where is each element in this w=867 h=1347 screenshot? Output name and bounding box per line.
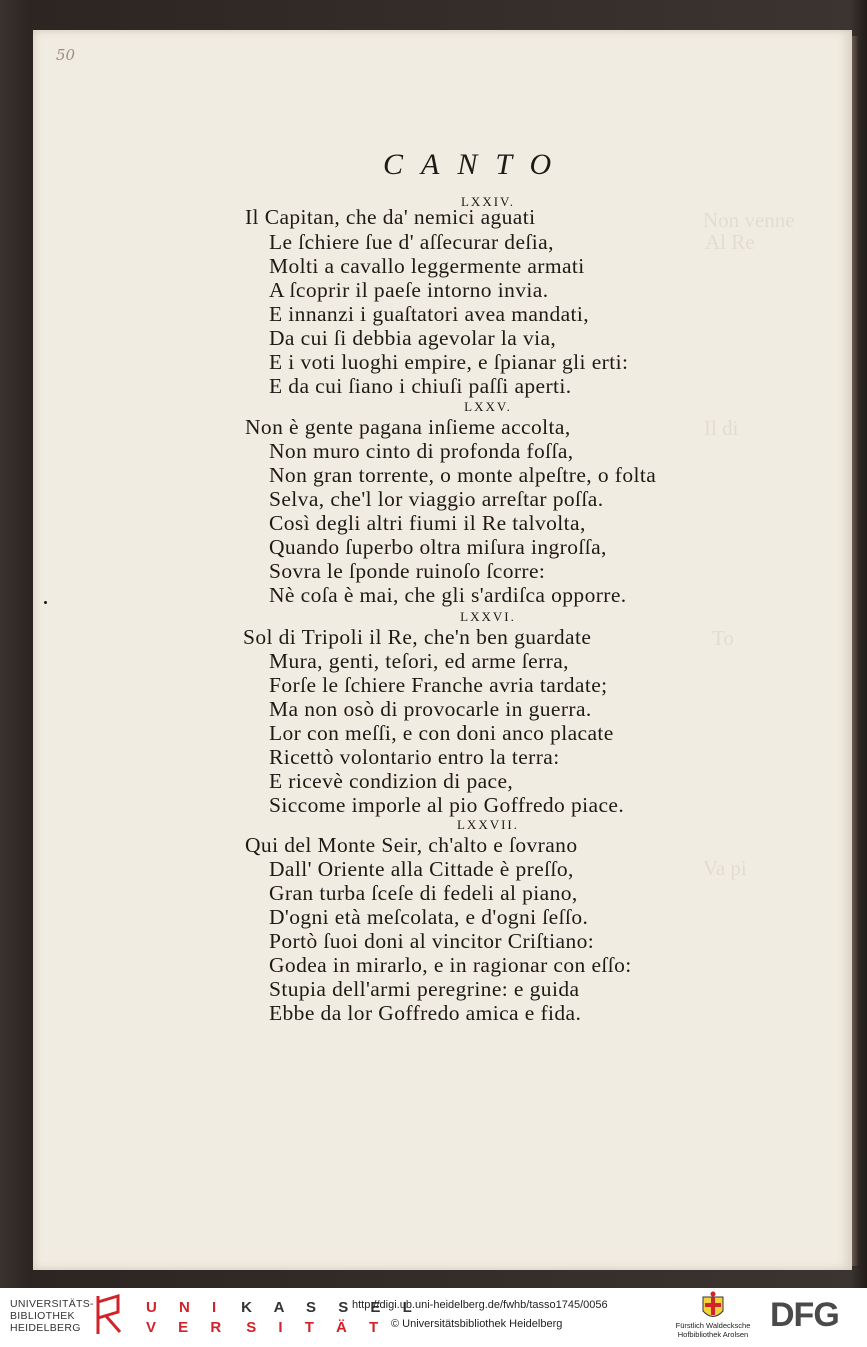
verse-line: Così degli altri fiumi il Re talvolta,: [269, 511, 586, 535]
verse-line: Non gran torrente, o monte alpeſtre, o folta: [269, 463, 657, 487]
ub-logo-line: BIBLIOTHEK: [10, 1310, 75, 1322]
verse-line: Qui del Monte Seir, ch'alto e ſovrano: [245, 833, 578, 857]
verse-line: Non è gente pagana inſieme accolta,: [245, 415, 571, 439]
stanza-number: LXXVII.: [456, 817, 519, 832]
verse-line: E ricevè condizion di pace,: [269, 769, 514, 793]
verse-line: Mura, genti, teſori, ed arme ſerra,: [269, 649, 569, 673]
verse-line: Da cui ſi debbia agevolar la via,: [269, 326, 557, 350]
verse-line: E innanzi i guaſtatori avea mandati,: [269, 302, 590, 326]
kassel-sitat: S I T Ä T: [246, 1319, 388, 1336]
verse-line: Il Capitan, che da' nemici aguati: [245, 205, 536, 229]
arolsen-crest-icon: [700, 1291, 726, 1323]
verse-line: E i voti luoghi empire, e ſpianar gli erti:: [269, 350, 629, 374]
verse-line: Stupia dell'armi peregrine: e guida: [269, 977, 580, 1001]
verse-line: Quando ſuperbo oltra miſura ingroſſa,: [269, 535, 607, 559]
bleed-through: Va pi: [703, 856, 747, 880]
verse-line: Forſe le ſchiere Franche avria tardate;: [269, 673, 608, 697]
verse-line: Dall' Oriente alla Cittade è preſſo,: [269, 857, 574, 881]
verse-line: Non muro cinto di profonda foſſa,: [269, 439, 574, 463]
kassel-line-2: [146, 1318, 421, 1338]
stanza-number: LXXIV.: [460, 194, 515, 209]
page-number: 50: [56, 46, 76, 64]
ub-heidelberg-emblem-icon: [92, 1292, 126, 1338]
footer-bar: [0, 1288, 867, 1347]
arolsen-line: Hofbibliothek Arolsen: [677, 1329, 749, 1339]
verse-line: Ricettò volontario entro la terra:: [269, 745, 560, 769]
bleed-through: Al Re: [705, 230, 755, 254]
kassel-ver: V E R: [146, 1319, 231, 1336]
ub-heidelberg-logo[interactable]: [10, 1298, 100, 1334]
verse-line: A ſcoprir il paeſe intorno invia.: [269, 278, 549, 302]
arolsen-logo[interactable]: [668, 1322, 758, 1339]
kassel-uni: U N I: [146, 1299, 226, 1316]
ub-logo-line: UNIVERSITÄTS-: [10, 1298, 94, 1310]
bleed-through: Il di: [704, 416, 739, 440]
verse-line: Molti a cavallo leggermente armati: [269, 254, 585, 278]
permalink[interactable]: http://digi.ub.uni-heidelberg.de/fwhb/tasso1745/0056: [352, 1299, 608, 1311]
dfg-logo[interactable]: DFG: [770, 1296, 839, 1334]
page-edge: [852, 36, 858, 1266]
verse-line: Siccome imporle al pio Goffredo piace.: [269, 793, 625, 817]
ub-logo-line: HEIDELBERG: [10, 1322, 81, 1334]
verse-line: Sol di Tripoli il Re, che'n ben guardate: [243, 625, 592, 649]
verse-line: Sovra le ſponde ruinoſo ſcorre:: [269, 559, 546, 583]
verse-line: Nè coſa è mai, che gli s'ardiſca opporre.: [269, 583, 627, 607]
verse-line: Portò ſuoi doni al vincitor Criſtiano:: [269, 929, 595, 953]
verse-line: Le ſchiere ſue d' aſſecurar deſia,: [269, 230, 554, 254]
verse-line: Gran turba ſceſe di fedeli al piano,: [269, 881, 578, 905]
margin-mark: [44, 601, 47, 604]
verse-line: Ma non osò di provocarle in guerra.: [269, 697, 592, 721]
stanza-number: LXXVI.: [460, 609, 516, 624]
verse-line: Selva, che'l lor viaggio arreſtar poſſa.: [269, 487, 604, 511]
arolsen-line: Fürstlich Waldecksche: [675, 1321, 751, 1330]
verse-line: Ebbe da lor Goffredo amica e fida.: [269, 1001, 582, 1025]
stanza-number: LXXV.: [464, 399, 512, 414]
verse-line: E da cui ſiano i chiuſi paſſi aperti.: [269, 374, 572, 398]
verse-line: Godea in mirarlo, e in ragionar con eſſo:: [269, 953, 632, 977]
copyright-notice: © Universitätsbibliothek Heidelberg: [391, 1318, 563, 1330]
bleed-through: To: [712, 626, 734, 650]
verse-line: D'ogni età meſcolata, e d'ogni ſeſſo.: [269, 905, 589, 929]
kassel-name: K A S S E L: [241, 1299, 421, 1316]
running-title: CANTO: [383, 148, 570, 181]
verse-line: Lor con meſſi, e con doni anco placate: [269, 721, 614, 745]
bleed-through: Non venne: [703, 208, 795, 232]
